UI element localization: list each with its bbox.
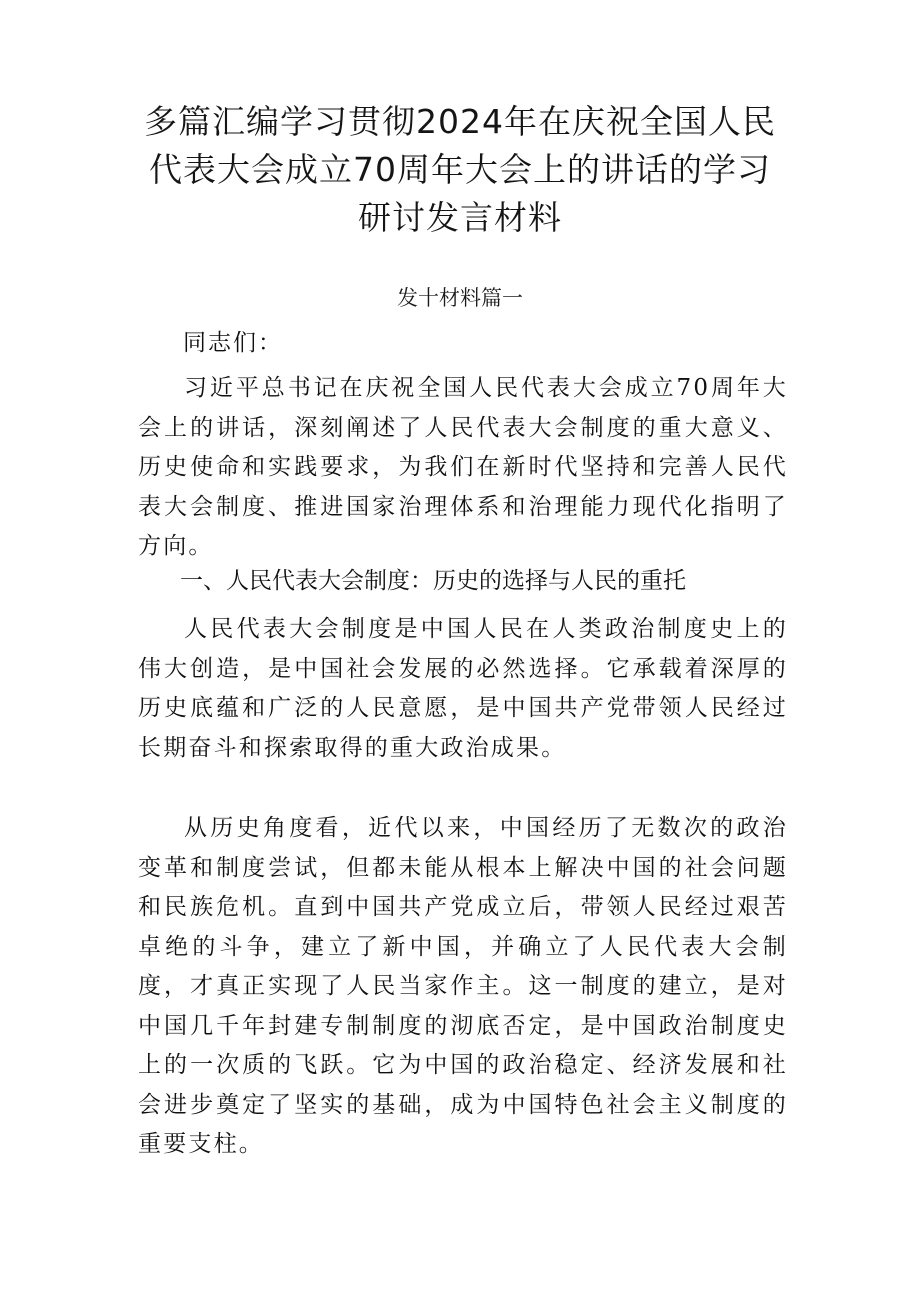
title-line-2: 代表大会成立70周年大会上的讲话的学习	[149, 150, 771, 189]
paragraph-historical-view: 从历史角度看，近代以来，中国经历了无数次的政治变革和制度尝试，但都未能从根本上解决中国的社会问题和民族危机。直到中国共产党成立后，带领人民经过艰苦卓绝的斗争，建立了新中国，并确立了人民代表大会制度，才真正实现了人民当家作主。这一制度的建立，是对中国几千年封建专制制度的沏底否定，是中国政治制度史上的一次质的飞跃。它为中国的政治稳定、经济发展和社会进步奠定了坚实的基础，成为中国特色社会主义制度的重要支柱。	[138, 815, 788, 1157]
section-heading: 一、人民代表大会制度：历史的选择与人民的重托	[180, 568, 686, 594]
salutation: 同志们：	[183, 330, 283, 356]
title-line-1: 多篇汇编学习贯彻2024年在庆祝全国人民	[144, 102, 776, 141]
paragraph-system-overview: 人民代表大会制度是中国人民在人类政治制度史上的伟大创造，是中国社会发展的必然选择。它承载着深厚的历史底蕴和广泛的人民意愿，是中国共产党带领人民经过长期奋斗和探索取得的重大政治成果。	[138, 616, 788, 761]
document-subtitle: 发十材料篇一	[397, 286, 523, 310]
title-line-3: 研讨发言材料	[358, 198, 562, 237]
paragraph-intro: 习近平总书记在庆祝全国人民代表大会成立70周年大会上的讲话，深刻阐述了人民代表大会制度的重大意义、历史使命和实践要求，为我们在新时代坚持和完善人民代表大会制度、推进国家治理体系和治理能力现代化指明了方向。	[138, 375, 788, 559]
document-title	[120, 98, 800, 242]
